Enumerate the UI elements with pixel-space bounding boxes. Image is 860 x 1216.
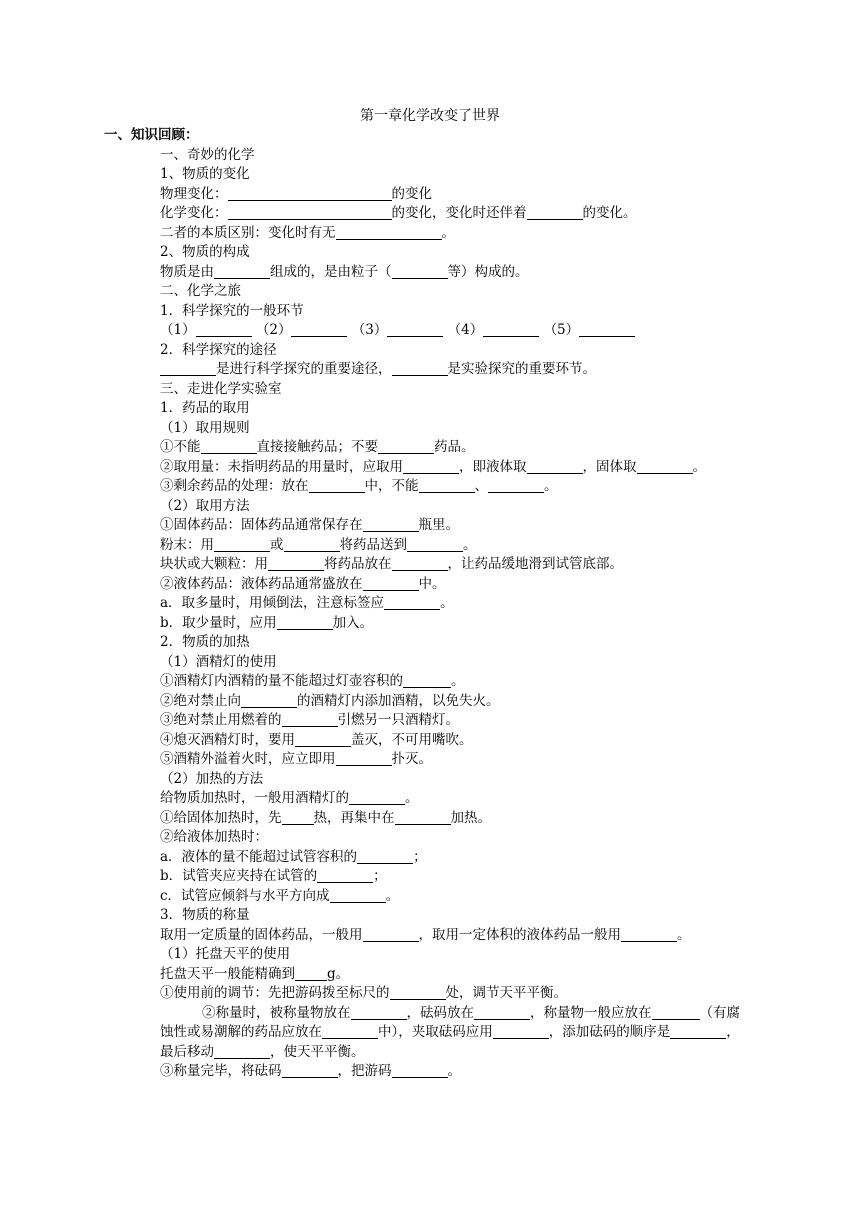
method-title: （2）取用方法 [160, 497, 250, 514]
chemical-change-line: 化学变化： 的变化，变化时还伴着 的变化。 [160, 205, 637, 221]
answer-blank[interactable] [395, 810, 451, 825]
answer-blank[interactable] [419, 478, 475, 493]
method-line: 块状或大颗粒：用 将药品放在 ，让药品缓地滑到试管底部。 [160, 556, 623, 572]
answer-blank[interactable] [357, 849, 413, 864]
route-line: 是进行科学探究的重要途径， 是实验探究的重要环节。 [118, 360, 748, 380]
answer-blank[interactable] [214, 264, 270, 279]
answer-blank[interactable] [160, 361, 216, 376]
answer-blank[interactable] [284, 537, 340, 552]
weigh-line: 取用一定质量的固体药品，一般用 ，取用一定体积的液体药品一般用 。 [160, 926, 691, 943]
method-line: b．取少量时，应用 加入。 [160, 614, 374, 631]
heat-line: b．试管夹应夹持在试管的 ； [160, 868, 387, 884]
answer-blank[interactable] [637, 459, 693, 474]
topic-title: 1、物质的变化 [160, 166, 250, 182]
heat-line: c．试管应倾斜与水平方向成 。 [160, 887, 400, 904]
lamp-line: ④熄灭酒精灯时，要用 盖灭，不可用嘴吹。 [160, 731, 473, 748]
answer-blank[interactable] [268, 556, 324, 571]
balance-paragraph: ②称量时，被称量物放在 ，砝码放在 ，称量物一般应放在 （有腐蚀性或易潮解的药品应放在 中），夹取砝码应用 ，添加砝码的顺序是 ，最后移动 ，使天平平衡。 [160, 1004, 740, 1060]
answer-blank[interactable] [282, 712, 338, 727]
answer-blank[interactable] [317, 868, 373, 883]
answer-blank[interactable] [363, 576, 419, 591]
answer-blank[interactable] [474, 1005, 530, 1020]
answer-blank[interactable] [309, 478, 365, 493]
answer-blank[interactable] [228, 205, 392, 220]
heat-line: 给物质加热时，一般用酒精灯的 。 [160, 790, 419, 806]
answer-blank[interactable] [277, 615, 333, 630]
subsection-title: 一、奇妙的化学 [160, 146, 255, 163]
answer-blank[interactable] [330, 888, 386, 903]
answer-blank[interactable] [527, 205, 583, 220]
subsection-title: 三、走进化学实验室 [160, 380, 282, 397]
answer-blank[interactable] [621, 927, 677, 942]
answer-blank[interactable] [403, 459, 459, 474]
method-line: 粉末：用 或 将药品送到 。 [160, 536, 477, 553]
heat-line: ①给固体加热时，先 热，再集中在 加热。 [160, 809, 491, 826]
method-line: ①固体药品：固体药品通常保存在 瓶里。 [160, 517, 459, 533]
rule-title: （1）取用规则 [160, 419, 250, 436]
answer-blank[interactable] [387, 322, 443, 337]
answer-blank[interactable] [384, 595, 440, 610]
answer-blank[interactable] [282, 1063, 338, 1078]
answer-blank[interactable] [670, 1024, 726, 1039]
page-title: 第一章化学改变了世界 [360, 108, 500, 124]
heat-line: a．液体的量不能超过试管容积的 ； [160, 848, 427, 865]
answer-blank[interactable] [295, 732, 351, 747]
answer-blank[interactable] [390, 985, 446, 1000]
content-body [104, 126, 748, 1082]
lamp-line: ⑤酒精外溢着火时，应立即用 扑灭。 [160, 751, 432, 767]
answer-blank[interactable] [363, 517, 419, 532]
topic-title: 2、物质的构成 [160, 244, 250, 260]
heat-line: ②给液体加热时： [160, 829, 268, 845]
answer-blank[interactable] [214, 1044, 270, 1059]
answer-blank[interactable] [403, 673, 451, 688]
rule-line: ③剩余药品的处理：放在 中，不能 、 。 [160, 478, 558, 494]
answer-blank[interactable] [282, 810, 314, 825]
inquiry-steps-line: （1） （2） （3） （4） （5） [118, 321, 748, 341]
subsection-title: 二、化学之旅 [160, 283, 241, 299]
lamp-title: （1）酒精灯的使用 [160, 653, 277, 670]
topic-title: 1．科学探究的一般环节 [160, 302, 304, 319]
answer-blank[interactable] [241, 693, 297, 708]
answer-blank[interactable] [351, 1005, 407, 1020]
answer-blank[interactable] [336, 225, 442, 240]
composition-line: 物质是由 组成的，是由粒子（ 等）构成的。 [160, 263, 529, 280]
answer-blank[interactable] [336, 751, 392, 766]
topic-title: 2．物质的加热 [160, 634, 250, 650]
balance-line: ③称量完毕，将砝码 ，把游码 。 [160, 1063, 461, 1079]
answer-blank[interactable] [493, 1024, 549, 1039]
answer-blank[interactable] [652, 1005, 700, 1020]
answer-blank[interactable] [579, 322, 635, 337]
answer-blank[interactable] [201, 439, 257, 454]
balance-line: ①使用前的调节：先把游码拨至标尺的 处，调节天平平衡。 [160, 985, 567, 1001]
answer-blank[interactable] [295, 966, 327, 981]
topic-title: 2．科学探究的途径 [160, 341, 277, 358]
answer-blank[interactable] [349, 790, 405, 805]
answer-blank[interactable] [291, 322, 347, 337]
topic-title: 3．物质的称量 [160, 907, 250, 923]
answer-blank[interactable] [196, 322, 252, 337]
answer-blank[interactable] [228, 186, 392, 201]
physical-change-line: 物理变化： 的变化 [160, 185, 432, 202]
lamp-line: ①酒精灯内酒精的量不能超过灯壶容积的 。 [160, 673, 465, 689]
rule-line: ②取用量：未指明药品的用量时，应取用 ，即液体取 ，固体取 。 [160, 458, 706, 475]
method-line: a．取多量时，用倾倒法，注意标签应 。 [160, 595, 454, 611]
answer-blank[interactable] [392, 1063, 448, 1078]
answer-blank[interactable] [392, 361, 448, 376]
lamp-line: ②绝对禁止向 的酒精灯内添加酒精，以免失火。 [160, 692, 500, 709]
method-line: ②液体药品：液体药品通常盛放在 中。 [160, 575, 446, 592]
section-heading: 一、知识回顾： [104, 127, 199, 143]
answer-blank[interactable] [214, 537, 270, 552]
answer-blank[interactable] [378, 439, 434, 454]
essence-line: 二者的本质区别：变化时有无 。 [160, 224, 455, 241]
heat-title: （2）加热的方法 [160, 770, 264, 787]
answer-blank[interactable] [483, 322, 539, 337]
lamp-line: ③绝对禁止用燃着的 引燃另一只酒精灯。 [160, 712, 459, 728]
answer-blank[interactable] [322, 1024, 378, 1039]
answer-blank[interactable] [363, 927, 419, 942]
balance-line: 托盘天平一般能精确到 g。 [160, 965, 350, 982]
topic-title: 1．药品的取用 [160, 400, 250, 416]
answer-blank[interactable] [392, 264, 448, 279]
rule-line: ①不能 直接接触药品；不要 药品。 [160, 439, 475, 455]
answer-blank[interactable] [527, 459, 583, 474]
answer-blank[interactable] [392, 556, 448, 571]
answer-blank[interactable] [488, 478, 544, 493]
balance-title: （1）托盘天平的使用 [160, 946, 291, 962]
answer-blank[interactable] [407, 537, 463, 552]
